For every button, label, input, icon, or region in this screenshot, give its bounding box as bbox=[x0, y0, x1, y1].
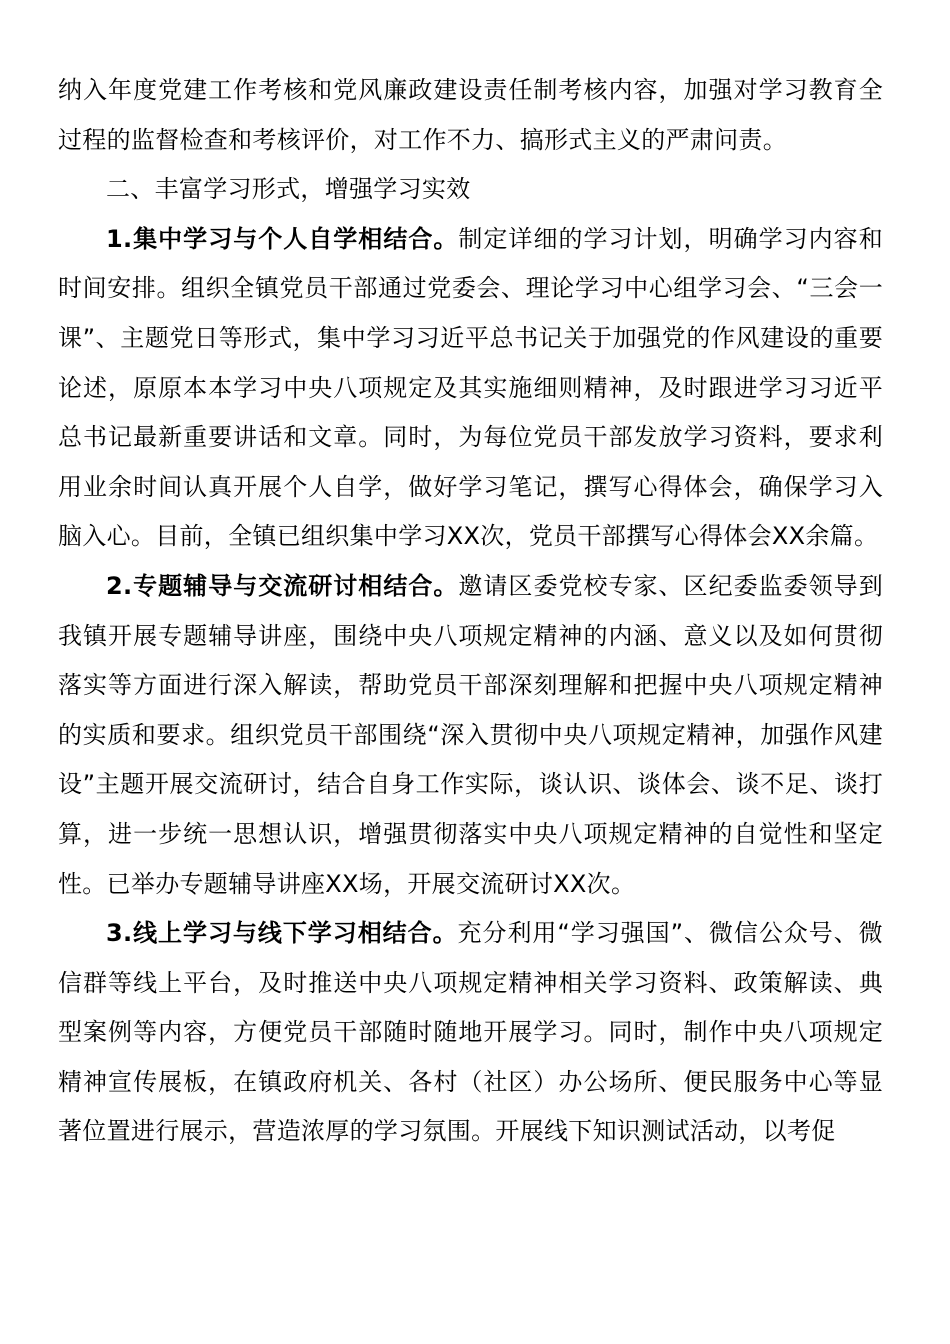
item-heading-3: 3.线上学习与线下学习相结合。 bbox=[106, 919, 458, 948]
item-body-2: 邀请区委党校专家、区纪委监委领导到我镇开展专题辅导讲座，围绕中央八项规定精神的内涵、意义以及如何贯彻落实等方面进行深入解读，帮助党员干部深刻理解和把握中央八项规定精神的实质和要求。组织党员干部围绕“深入贯彻中央八项规定精神，加强作风建设”主题开展交流研讨，结合自身工作实际，谈认识、谈体会、谈不足、谈打算，进一步统一思想认识，增强贯彻落实中央八项规定精神的自觉性和坚定性。已举办专题辅导讲座XX场，开展交流研讨XX次。 bbox=[58, 571, 883, 898]
item-heading-1: 1.集中学习与个人自学相结合。 bbox=[106, 224, 459, 253]
item-paragraph-1 bbox=[58, 215, 883, 562]
section-heading: 二、丰富学习形式，增强学习实效 bbox=[106, 175, 471, 204]
item-paragraph-3 bbox=[58, 909, 883, 1157]
item-body-1: 制定详细的学习计划，明确学习内容和时间安排。组织全镇党员干部通过党委会、理论学习中心组学习会、“三会一课”、主题党日等形式，集中学习习近平总书记关于加强党的作风建设的重要论述，原原本本学习中央八项规定及其实施细则精神，及时跟进学习习近平总书记最新重要讲话和文章。同时，为每位党员干部发放学习资料，要求利用业余时间认真开展个人自学，做好学习笔记，撰写心得体会，确保学习入脑入心。目前，全镇已组织集中学习XX次，党员干部撰写心得体会XX余篇。 bbox=[58, 224, 883, 551]
item-heading-2: 2.专题辅导与交流研讨相结合。 bbox=[106, 571, 459, 600]
item-body-3: 充分利用“学习强国”、微信公众号、微信群等线上平台，及时推送中央八项规定精神相关学习资料、政策解读、典型案例等内容，方便党员干部随时随地开展学习。同时，制作中央八项规定精神宣传展板，在镇政府机关、各村（社区）办公场所、便民服务中心等显著位置进行展示，营造浓厚的学习氛围。开展线下知识测试活动，以考促 bbox=[58, 919, 883, 1146]
item-paragraph-2 bbox=[58, 562, 883, 909]
document-body bbox=[58, 66, 883, 1157]
continued-paragraph: 纳入年度党建工作考核和党风廉政建设责任制考核内容，加强对学习教育全过程的监督检查和考核评价，对工作不力、搞形式主义的严肃问责。 bbox=[58, 76, 883, 154]
